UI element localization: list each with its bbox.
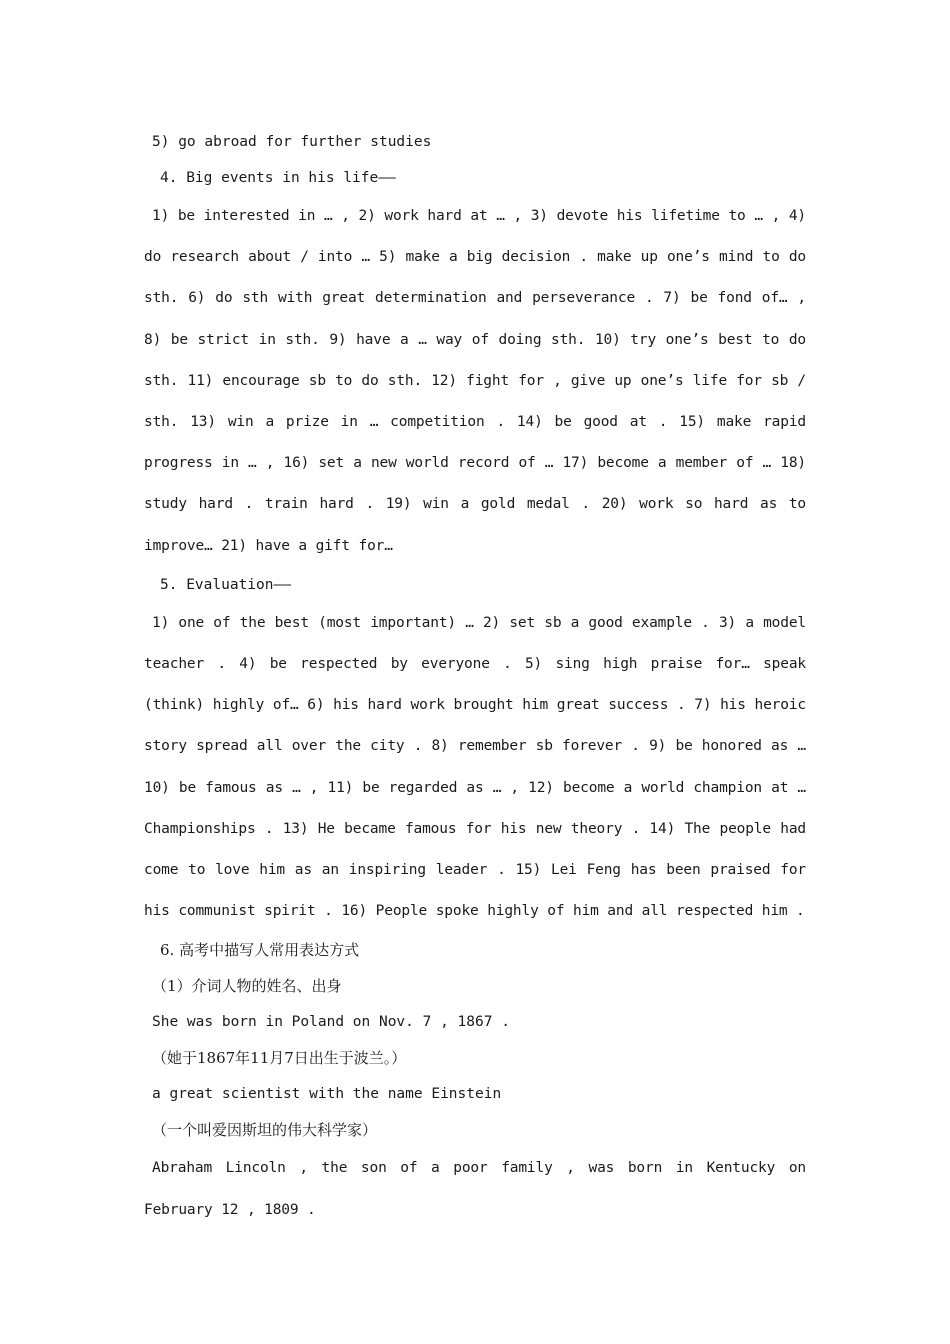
example-sentence-lincoln: Abraham Lincoln , the son of a poor family , was born in Kentucky on February 12 , 1809 . [144,1160,806,1218]
paragraph-evaluation: 1) one of the best (most important) … 2) set sb a good example . 3) a model teacher . 4) be respected by everyone . 5) sing high praise for… speak (think) highly of… 6) his hard work brought him great success . 7) his heroic story spread all over the city . 8) remember sb forever . 9) be honored as … 10) be famous as … , 11) be regarded as … , 12) become a world champion at … Championships . 13) He became famous for his new theory . 14) The people had come to love him as an inspiring leader . 15) Lei Feng has been praised for his communist spirit . 16) People spoke highly of him and all respected him . [144,614,806,920]
example-translation-poland: （她于1867年11月7日出生于波兰。） [152,1049,407,1068]
list-item-go-abroad: 5) go abroad for further studies [152,134,432,150]
example-translation-einstein: （一个叫爱因斯坦的伟大科学家） [152,1121,378,1140]
paragraph-big-events: 1) be interested in … , 2) work hard at … , 3) devote his lifetime to … , 4) do research about / into … 5) make a big decision . make up one’s mind to do sth. 6) do sth with great determination and perseverance . 7) be fond of… , 8) be strict in sth. 9) have a … way of doing sth. 10) try one’s best to do sth. 11) encourage sb to do sth. 12) fight for , give up one’s life for sb / sth. 13) win a prize in … competition . 14) be good at . 15) make rapid progress in … , 16) set a new world record of … 17) become a member of … 18) study hard . train hard . 19) win a gold medal . 20) work so hard as to improve… 21) have a gift for… [144,208,806,554]
section-heading-gaokao-expressions: 6. 高考中描写人常用表达方式 [160,941,360,960]
section-heading-evaluation: 5. Evaluation—— [160,576,291,593]
example-sentence-einstein: a great scientist with the name Einstein [152,1086,502,1103]
section-heading-big-events: 4. Big events in his life—— [160,170,396,186]
document-page [144,124,806,1231]
subheading-name-origin: （1）介词人物的姓名、出身 [152,977,342,996]
example-sentence-poland: She was born in Poland on Nov. 7 , 1867 . [152,1014,510,1031]
